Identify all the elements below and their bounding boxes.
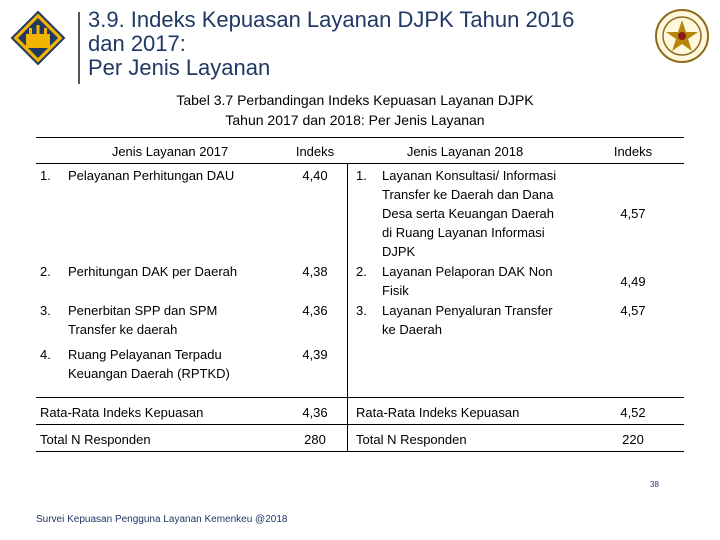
kemenkeu-logo-icon [10, 10, 66, 66]
index-value: 4,57 [620, 206, 646, 221]
row-number: 1. [356, 168, 367, 183]
total-label-2017: Total N Responden [40, 432, 151, 447]
avg-value-2017: 4,36 [302, 405, 328, 420]
avg-value-2018: 4,52 [620, 405, 646, 420]
header-jenis-2017: Jenis Layanan 2017 [111, 144, 229, 159]
avg-label-2017: Rata-Rata Indeks Kepuasan [40, 405, 204, 420]
row-number: 3. [356, 303, 367, 318]
table-caption-line-2: Tahun 2017 dan 2018: Per Jenis Layanan [225, 112, 485, 128]
service-name: Ruang Pelayanan Terpadu [68, 347, 222, 362]
service-name-cont: Fisik [382, 283, 409, 298]
service-name: Perhitungan DAK per Daerah [68, 264, 238, 279]
service-name-cont: Transfer ke daerah [68, 322, 178, 337]
index-value: 4,49 [620, 274, 646, 289]
index-value: 4,38 [302, 264, 328, 279]
table-caption [110, 90, 600, 130]
table-top-rule [36, 137, 684, 138]
header-indeks-2018: Indeks [613, 144, 653, 159]
index-value: 4,40 [302, 168, 328, 183]
slide-title-line-1: 3.9. Indeks Kepuasan Layanan DJPK Tahun 2016 [88, 7, 575, 32]
row-number: 2. [356, 264, 367, 279]
service-name: Penerbitan SPP dan SPM [68, 303, 218, 318]
slide-title [88, 8, 688, 80]
avg-top-rule [36, 397, 684, 398]
service-name-cont: ke Daerah [382, 322, 442, 337]
index-value: 4,39 [302, 347, 328, 362]
university-seal-icon [654, 8, 710, 64]
service-name: Pelayanan Perhitungan DAU [68, 168, 235, 183]
index-value: 4,36 [302, 303, 328, 318]
slide-title-line-2: dan 2017: [88, 31, 186, 56]
row-number: 4. [40, 347, 51, 362]
service-name-cont: Keuangan Daerah (RPTKD) [68, 366, 230, 381]
title-divider [78, 12, 80, 84]
footer-text: Survei Kepuasan Pengguna Layanan Kemenkeu @2018 [36, 514, 288, 525]
total-value-2018: 220 [622, 432, 644, 447]
service-name: Layanan Pelaporan DAK Non [382, 264, 553, 279]
service-name-cont: DJPK [382, 244, 416, 259]
slide-title-line-3: Per Jenis Layanan [88, 55, 271, 80]
header-jenis-2018: Jenis Layanan 2018 [406, 144, 524, 159]
total-top-rule [36, 424, 684, 425]
service-name: Layanan Konsultasi/ Informasi [382, 168, 557, 183]
index-value: 4,57 [620, 303, 646, 318]
total-value-2017: 280 [304, 432, 326, 447]
avg-label-2018: Rata-Rata Indeks Kepuasan [356, 405, 520, 420]
row-number: 1. [40, 168, 51, 183]
page-number: 38 [650, 480, 659, 489]
total-label-2018: Total N Responden [356, 432, 467, 447]
header-indeks-2017: Indeks [295, 144, 335, 159]
service-name-cont: di Ruang Layanan Informasi [382, 225, 545, 240]
service-name-cont: Desa serta Keuangan Daerah [382, 206, 555, 221]
row-number: 3. [40, 303, 51, 318]
service-name: Layanan Penyaluran Transfer [382, 303, 553, 318]
table-caption-line-1: Tabel 3.7 Perbandingan Indeks Kepuasan Layanan DJPK [176, 92, 534, 108]
service-name-cont: Transfer ke Daerah dan Dana [382, 187, 554, 202]
header-rule [36, 163, 684, 164]
table-bottom-rule [36, 451, 684, 452]
row-number: 2. [40, 264, 51, 279]
